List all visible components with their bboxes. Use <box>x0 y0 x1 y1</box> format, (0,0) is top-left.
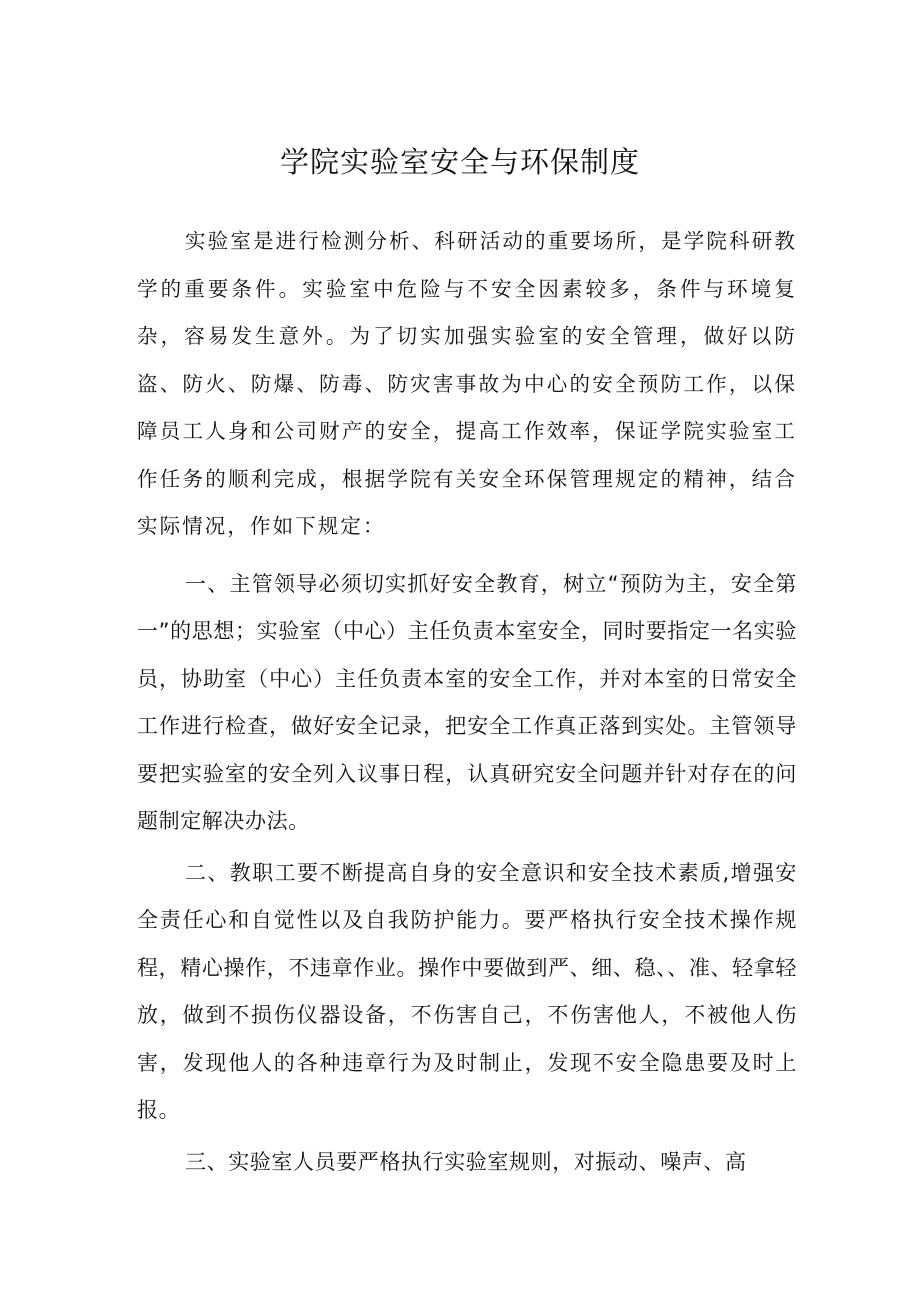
rule-paragraph-2: 二、教职工要不断提高自身的安全意识和安全技术素质,增强安全责任心和自觉性以及自我防护能力。要严格执行安全技术操作规程，精心操作，不违章作业。操作中要做到严、细、稳、、准、轻拿轻放，做到不损伤仪器设备，不伤害自己，不伤害他人，不被他人伤害，发现他人的各种违章行为及时制止，发现不安全隐患要及时上报。 <box>137 860 797 1122</box>
document-body <box>137 218 797 1186</box>
document-title: 学院实验室安全与环保制度 <box>279 145 640 179</box>
intro-paragraph: 实验室是进行检测分析、科研活动的重要场所，是学院科研教学的重要条件。实验室中危险与不安全因素较多，条件与环境复杂，容易发生意外。为了切实加强实验室的安全管理，做好以防盗、防火、防爆、防毒、防灾害事故为中心的安全预防工作，以保障员工人身和公司财产的安全，提高工作效率，保证学院实验室工作任务的顺利完成，根据学院有关安全环保管理规定的精神，结合实际情况，作如下规定： <box>137 229 797 538</box>
rule-paragraph-1: 一、主管领导必须切实抓好安全教育，树立“预防为主，安全第一”的思想；实验室（中心）主任负责本室安全，同时要指定一名实验员，协助室（中心）主任负责本室的安全工作，并对本室的日常安全工作进行检查，做好安全记录，把安全工作真正落到实处。主管领导要把实验室的安全列入议事日程，认真研究安全问题并针对存在的问题制定解决办法。 <box>137 571 797 833</box>
rule-paragraph-3: 三、实验室人员要严格执行实验室规则，对振动、噪声、高 <box>185 1149 747 1174</box>
